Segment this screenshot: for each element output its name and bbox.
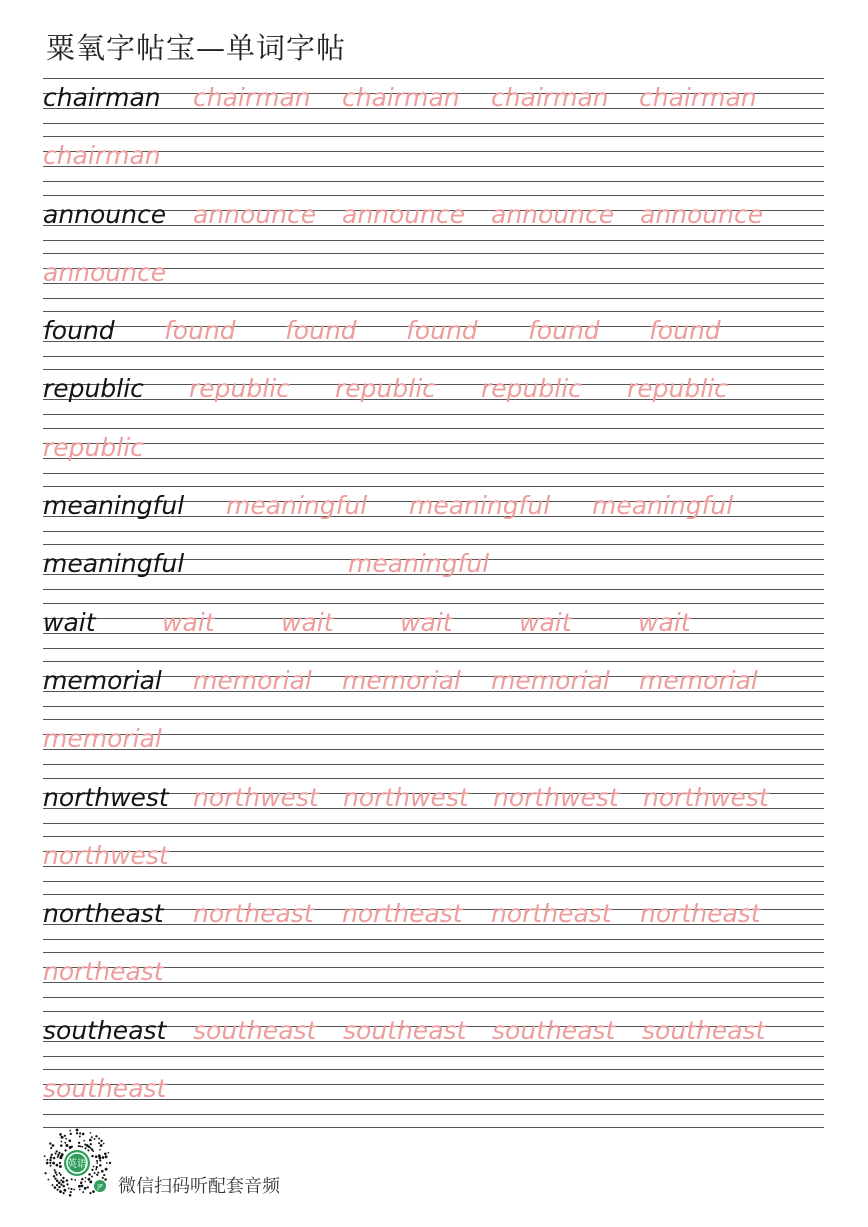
guide-line bbox=[43, 778, 824, 779]
page-title: 粟氧字帖宝—单词字帖 bbox=[46, 31, 347, 65]
writing-row bbox=[43, 428, 824, 486]
trace-word: republic bbox=[43, 432, 144, 462]
guide-line bbox=[43, 1011, 824, 1012]
trace-word: found bbox=[406, 316, 478, 346]
writing-row bbox=[43, 136, 824, 194]
qr-caption: 微信扫码听配套音频 bbox=[118, 1176, 280, 1197]
model-word: northwest bbox=[43, 782, 169, 812]
trace-word: republic bbox=[627, 374, 728, 404]
trace-word: announce bbox=[640, 199, 764, 229]
guide-line bbox=[43, 823, 824, 824]
trace-word: announce bbox=[491, 199, 615, 229]
trace-word: announce bbox=[342, 199, 466, 229]
svg-text:JP: JP bbox=[97, 1183, 103, 1191]
closing-line-row bbox=[43, 1127, 824, 1128]
guide-line bbox=[43, 939, 824, 940]
guide-line bbox=[43, 661, 824, 662]
model-word: meaningful bbox=[43, 549, 185, 579]
model-word: southeast bbox=[43, 1015, 167, 1045]
model-word: announce bbox=[43, 199, 167, 229]
trace-word: wait bbox=[281, 607, 334, 637]
guide-line bbox=[43, 603, 824, 604]
trace-word: meaningful bbox=[409, 491, 551, 521]
trace-word: chairman bbox=[193, 83, 311, 112]
trace-word: republic bbox=[335, 374, 436, 404]
trace-word: southeast bbox=[642, 1015, 766, 1045]
trace-word: northeast bbox=[193, 899, 314, 929]
trace-word: southeast bbox=[193, 1015, 317, 1045]
trace-word: memorial bbox=[342, 665, 461, 695]
guide-line bbox=[43, 123, 824, 124]
guide-line bbox=[43, 952, 824, 953]
guide-line bbox=[43, 253, 824, 254]
trace-word: wait bbox=[400, 607, 453, 637]
guide-line bbox=[43, 544, 824, 545]
guide-line bbox=[43, 836, 824, 837]
guide-line bbox=[43, 195, 824, 196]
trace-word: found bbox=[649, 316, 721, 346]
guide-line bbox=[43, 428, 824, 429]
guide-line bbox=[43, 136, 824, 137]
guide-line bbox=[43, 369, 824, 370]
guide-line bbox=[43, 298, 824, 299]
qr-code-icon bbox=[40, 1126, 114, 1200]
guide-line bbox=[43, 1114, 824, 1115]
writing-row bbox=[43, 544, 824, 602]
trace-word: chairman bbox=[43, 141, 161, 171]
trace-word: memorial bbox=[491, 665, 610, 695]
writing-row bbox=[43, 661, 824, 719]
writing-row bbox=[43, 836, 824, 894]
writing-row bbox=[43, 778, 824, 836]
writing-row bbox=[43, 195, 824, 253]
trace-word: southeast bbox=[343, 1015, 467, 1045]
writing-row bbox=[43, 952, 824, 1010]
writing-row bbox=[43, 1011, 824, 1069]
trace-word: found bbox=[164, 316, 236, 346]
trace-word: chairman bbox=[342, 83, 460, 112]
trace-word: memorial bbox=[43, 724, 162, 754]
trace-word: announce bbox=[43, 257, 167, 287]
guide-line bbox=[43, 764, 824, 765]
trace-word: northeast bbox=[640, 899, 761, 929]
guide-line bbox=[43, 1069, 824, 1070]
writing-row bbox=[43, 603, 824, 661]
trace-word: chairman bbox=[639, 83, 757, 112]
guide-line bbox=[43, 78, 824, 79]
trace-word: northwest bbox=[493, 782, 619, 812]
model-word: wait bbox=[43, 607, 96, 637]
model-word: chairman bbox=[43, 83, 161, 112]
trace-word: announce bbox=[193, 199, 317, 229]
guide-line bbox=[43, 414, 824, 415]
guide-line bbox=[43, 881, 824, 882]
trace-word: republic bbox=[189, 374, 290, 404]
guide-line bbox=[43, 486, 824, 487]
guide-line bbox=[43, 240, 824, 241]
guide-line bbox=[43, 1127, 824, 1128]
trace-word: wait bbox=[162, 607, 215, 637]
handwriting-rows bbox=[43, 78, 824, 1128]
writing-row bbox=[43, 369, 824, 427]
trace-word: chairman bbox=[491, 83, 609, 112]
guide-line bbox=[43, 997, 824, 998]
model-word: northeast bbox=[43, 899, 164, 929]
trace-word: northwest bbox=[193, 782, 319, 812]
qr-badge-label: 英语 bbox=[67, 1159, 87, 1170]
trace-word: southeast bbox=[43, 1074, 167, 1104]
guide-line bbox=[43, 311, 824, 312]
trace-word: northwest bbox=[643, 782, 769, 812]
writing-row bbox=[43, 486, 824, 544]
model-word: republic bbox=[43, 374, 144, 404]
guide-line bbox=[43, 719, 824, 720]
trace-word: wait bbox=[638, 607, 691, 637]
trace-word: memorial bbox=[639, 665, 758, 695]
writing-row bbox=[43, 894, 824, 952]
writing-row bbox=[43, 253, 824, 311]
guide-line bbox=[43, 706, 824, 707]
trace-word: found bbox=[528, 316, 600, 346]
writing-row bbox=[43, 78, 824, 136]
trace-word: memorial bbox=[193, 665, 312, 695]
trace-word: wait bbox=[519, 607, 572, 637]
guide-line bbox=[43, 589, 824, 590]
trace-word: meaningful bbox=[226, 491, 368, 521]
guide-line bbox=[43, 458, 824, 459]
trace-word: southeast bbox=[492, 1015, 616, 1045]
writing-row bbox=[43, 311, 824, 369]
guide-line bbox=[43, 443, 824, 444]
guide-line bbox=[43, 648, 824, 649]
trace-word: republic bbox=[481, 374, 582, 404]
guide-line bbox=[43, 1056, 824, 1057]
writing-row bbox=[43, 1069, 824, 1127]
trace-word: northeast bbox=[342, 899, 463, 929]
trace-word: northwest bbox=[343, 782, 469, 812]
trace-word: found bbox=[285, 316, 357, 346]
guide-line bbox=[43, 181, 824, 182]
trace-word: northeast bbox=[43, 957, 164, 987]
writing-row bbox=[43, 719, 824, 777]
trace-word: meaningful bbox=[348, 549, 490, 579]
trace-word: meaningful bbox=[592, 491, 734, 521]
guide-line bbox=[43, 531, 824, 532]
guide-line bbox=[43, 356, 824, 357]
model-word: meaningful bbox=[43, 491, 185, 521]
guide-line bbox=[43, 473, 824, 474]
model-word: found bbox=[43, 316, 115, 346]
guide-line bbox=[43, 894, 824, 895]
trace-word: northwest bbox=[43, 840, 169, 870]
model-word: memorial bbox=[43, 665, 162, 695]
trace-word: northeast bbox=[491, 899, 612, 929]
